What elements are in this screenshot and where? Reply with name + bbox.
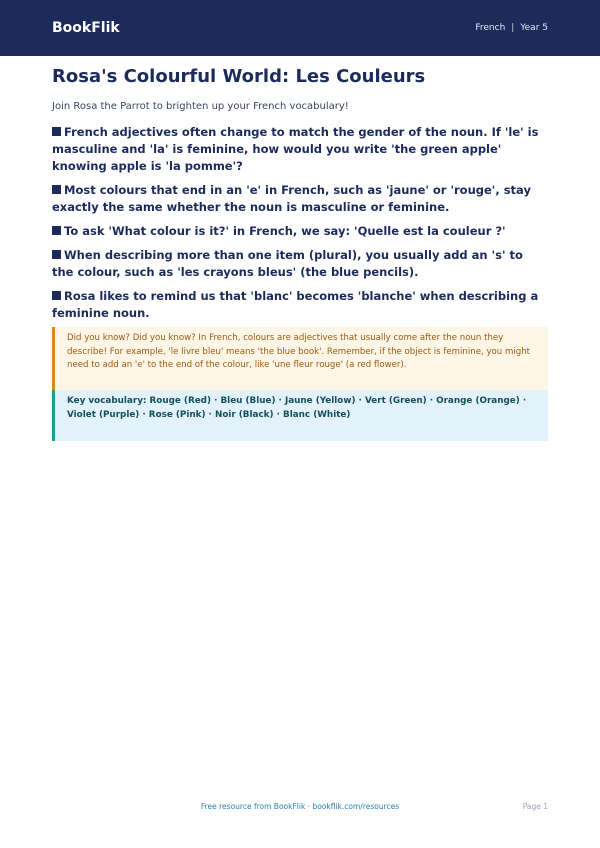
- key-vocabulary-callout: [52, 390, 548, 441]
- page-title: Rosa's Colourful World: Les Couleurs: [52, 66, 426, 87]
- list-item-text: Most colours that end in an 'e' in French, such as 'jaune' or 'rouge', stay exactly the same whether the noun is masculine or feminine.: [52, 183, 531, 214]
- square-bullet-icon: [52, 185, 61, 194]
- header-bar: [0, 0, 600, 56]
- did-you-know-callout: [52, 327, 548, 390]
- callout-text: Did you know? Did you know? In French, colours are adjectives that usually come after the noun they describe! For example, 'le livre bleu' means 'the blue book'. Remember, if the object is feminine, you might need to add an 'e' to the end of the colour, like 'une fleur rouge' (a red flower).: [67, 333, 531, 370]
- intro-text: Join Rosa the Parrot to brighten up your French vocabulary!: [52, 101, 349, 112]
- vocab-text: Key vocabulary: Rouge (Red) · Bleu (Blue) · Jaune (Yellow) · Vert (Green) · Orange (Orange) · Violet (Purple) · Rose (Pink) · Noir (Black) · Blanc (White): [67, 396, 527, 420]
- list-item: [52, 247, 548, 281]
- footer-link[interactable]: Free resource from BookFlik · bookflik.com/resources: [200, 802, 400, 811]
- year-label: Year 5: [520, 23, 548, 33]
- square-bullet-icon: [52, 250, 61, 259]
- subject-label: French: [475, 23, 506, 33]
- brand-logo[interactable]: BookFlik: [52, 20, 120, 36]
- list-item: [52, 223, 548, 240]
- list-item: [52, 124, 548, 175]
- list-item-text: To ask 'What colour is it?' in French, we say: 'Quelle est la couleur ?': [64, 224, 506, 238]
- header-meta: [475, 23, 548, 33]
- list-item-text: When describing more than one item (plural), you usually add an 's' to the colour, such as 'les crayons bleus' (the blue pencils).: [52, 248, 523, 279]
- list-item: [52, 288, 548, 322]
- list-item: [52, 182, 548, 216]
- page-number: Page 1: [522, 802, 548, 811]
- separator: |: [511, 23, 515, 33]
- list-item-text: Rosa likes to remind us that 'blanc' becomes 'blanche' when describing a feminine noun.: [52, 289, 539, 320]
- square-bullet-icon: [52, 291, 61, 300]
- page-footer: [0, 802, 600, 816]
- question-list: [52, 124, 548, 329]
- square-bullet-icon: [52, 226, 61, 235]
- list-item-text: French adjectives often change to match the gender of the noun. If 'le' is masculine and 'la' is feminine, how would you write 'the green apple' knowing apple is 'la pomme'?: [52, 125, 539, 173]
- square-bullet-icon: [52, 127, 61, 136]
